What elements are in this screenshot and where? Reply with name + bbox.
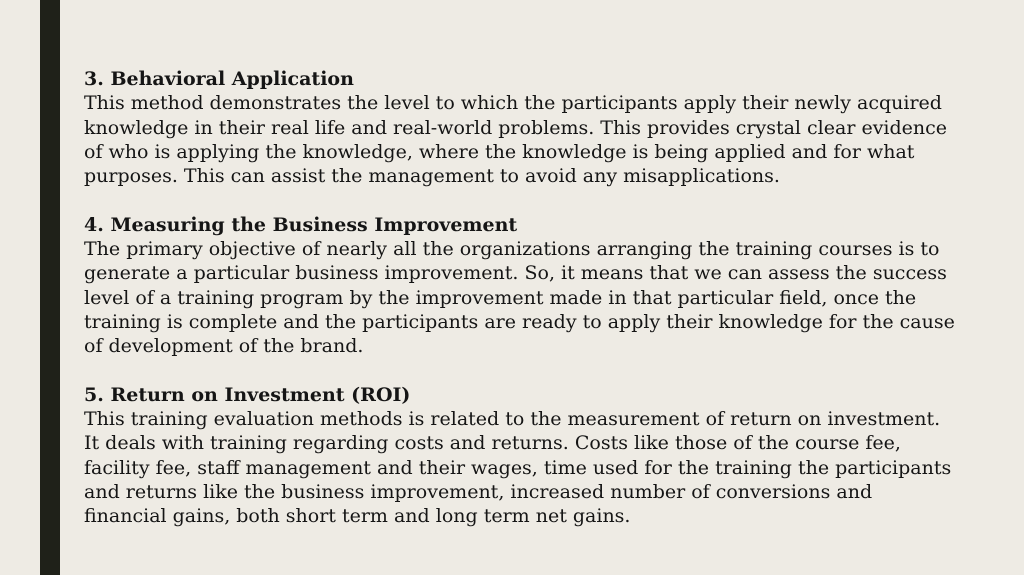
section-heading: 4. Measuring the Business Improvement bbox=[84, 213, 518, 236]
body-line: level of a training program by the improvement made in that particular field, once the bbox=[84, 286, 917, 309]
body-line: generate a particular business improvement. So, it means that we can assess the success bbox=[84, 262, 947, 285]
section-behavioral-application bbox=[84, 67, 984, 188]
body-line: The primary objective of nearly all the organizations arranging the training courses is to bbox=[84, 238, 940, 261]
section-heading: 5. Return on Investment (ROI) bbox=[84, 383, 411, 406]
body-line: It deals with training regarding costs and returns. Costs like those of the course fee, bbox=[84, 432, 901, 455]
body-line: and returns like the business improvement, increased number of conversions and bbox=[84, 481, 873, 504]
section-heading: 3. Behavioral Application bbox=[84, 68, 354, 90]
accent-bar bbox=[40, 0, 60, 575]
body-line: knowledge in their real life and real-world problems. This provides crystal clear evidence bbox=[84, 116, 948, 139]
body-line: of development of the brand. bbox=[84, 335, 364, 358]
body-line: financial gains, both short term and long term net gains. bbox=[84, 505, 631, 528]
body-line: of who is applying the knowledge, where the knowledge is being applied and for what bbox=[84, 140, 915, 163]
body-line: This training evaluation methods is related to the measurement of return on investment. bbox=[84, 408, 941, 431]
body-line: facility fee, staff management and their wages, time used for the training the participants bbox=[84, 456, 952, 479]
body-line: This method demonstrates the level to which the participants apply their newly acquired bbox=[84, 92, 942, 115]
section-business-improvement bbox=[84, 213, 984, 359]
slide-content bbox=[84, 67, 984, 553]
body-line: training is complete and the participants are ready to apply their knowledge for the cause bbox=[84, 310, 955, 333]
section-return-on-investment bbox=[84, 383, 984, 529]
body-line: purposes. This can assist the management to avoid any misapplications. bbox=[84, 165, 780, 188]
